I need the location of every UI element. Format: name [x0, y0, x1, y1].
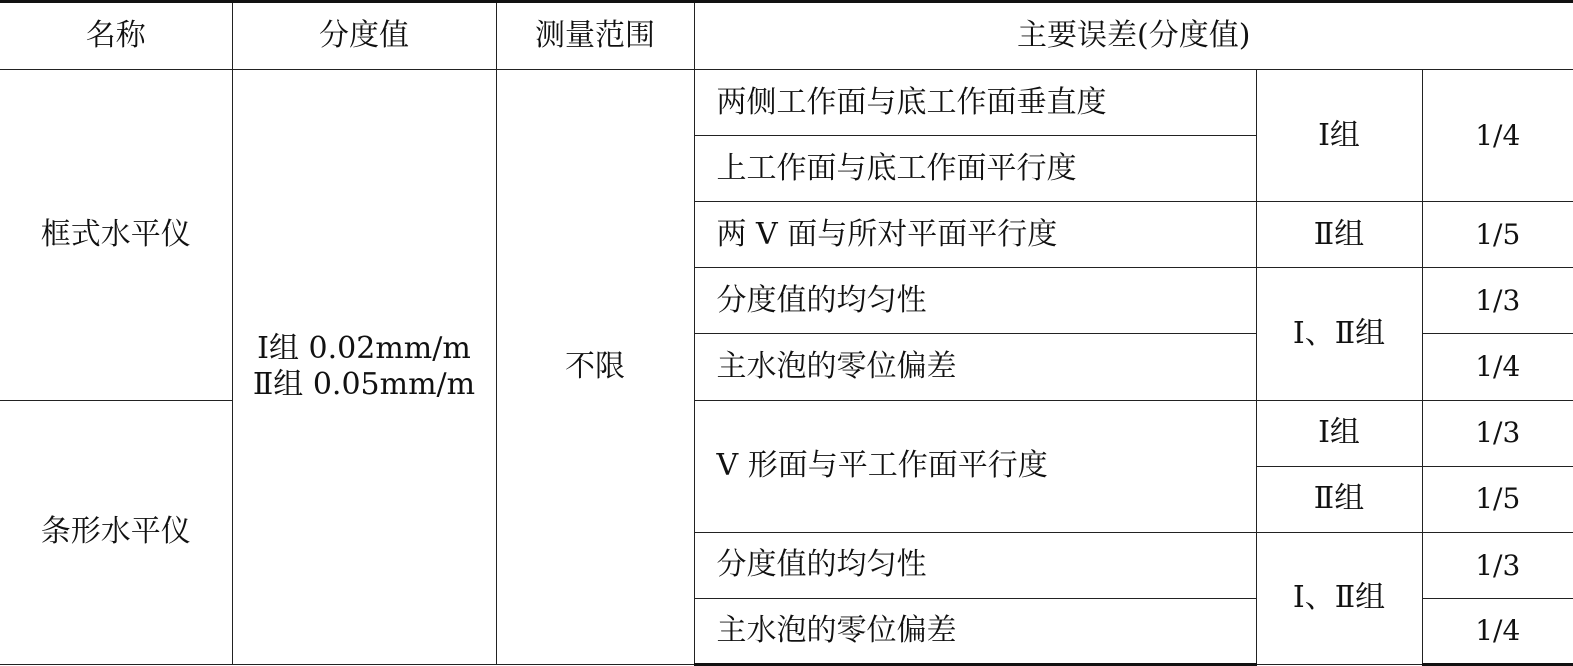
table-row	[0, 70, 1573, 136]
division-value-cell	[232, 70, 496, 665]
error-value: 1/5	[1422, 202, 1573, 268]
error-item: 上工作面与底工作面平行度	[694, 136, 1256, 202]
error-group: Ⅰ组	[1256, 70, 1422, 202]
error-value: 1/5	[1422, 466, 1573, 532]
error-group: Ⅰ、Ⅱ组	[1256, 268, 1422, 400]
measurement-range: 不限	[496, 70, 694, 665]
error-group: Ⅱ组	[1256, 202, 1422, 268]
error-group: Ⅰ、Ⅱ组	[1256, 532, 1422, 664]
header-name: 名称	[0, 2, 232, 70]
error-value: 1/4	[1422, 70, 1573, 202]
division-value-group1: Ⅰ组 0.02mm/m	[257, 331, 471, 367]
error-value: 1/4	[1422, 334, 1573, 400]
instrument-frame-level: 框式水平仪	[0, 70, 232, 400]
header-range: 测量范围	[496, 2, 694, 70]
header-row	[0, 2, 1573, 70]
error-item: 分度值的均匀性	[694, 268, 1256, 334]
error-item: 分度值的均匀性	[694, 532, 1256, 598]
header-division: 分度值	[232, 2, 496, 70]
error-value: 1/3	[1422, 268, 1573, 334]
error-value: 1/4	[1422, 598, 1573, 664]
error-item: 主水泡的零位偏差	[694, 334, 1256, 400]
error-value: 1/3	[1422, 400, 1573, 466]
division-value-group2: Ⅱ组 0.05mm/m	[252, 367, 476, 403]
header-main-errors: 主要误差(分度值)	[694, 2, 1573, 70]
instrument-bar-level: 条形水平仪	[0, 400, 232, 664]
error-group: Ⅰ组	[1256, 400, 1422, 466]
error-item: 主水泡的零位偏差	[694, 598, 1256, 664]
error-item: 两 V 面与所对平面平行度	[694, 202, 1256, 268]
error-item: 两侧工作面与底工作面垂直度	[694, 70, 1256, 136]
error-value: 1/3	[1422, 532, 1573, 598]
error-item: V 形面与平工作面平行度	[694, 400, 1256, 532]
error-group: Ⅱ组	[1256, 466, 1422, 532]
